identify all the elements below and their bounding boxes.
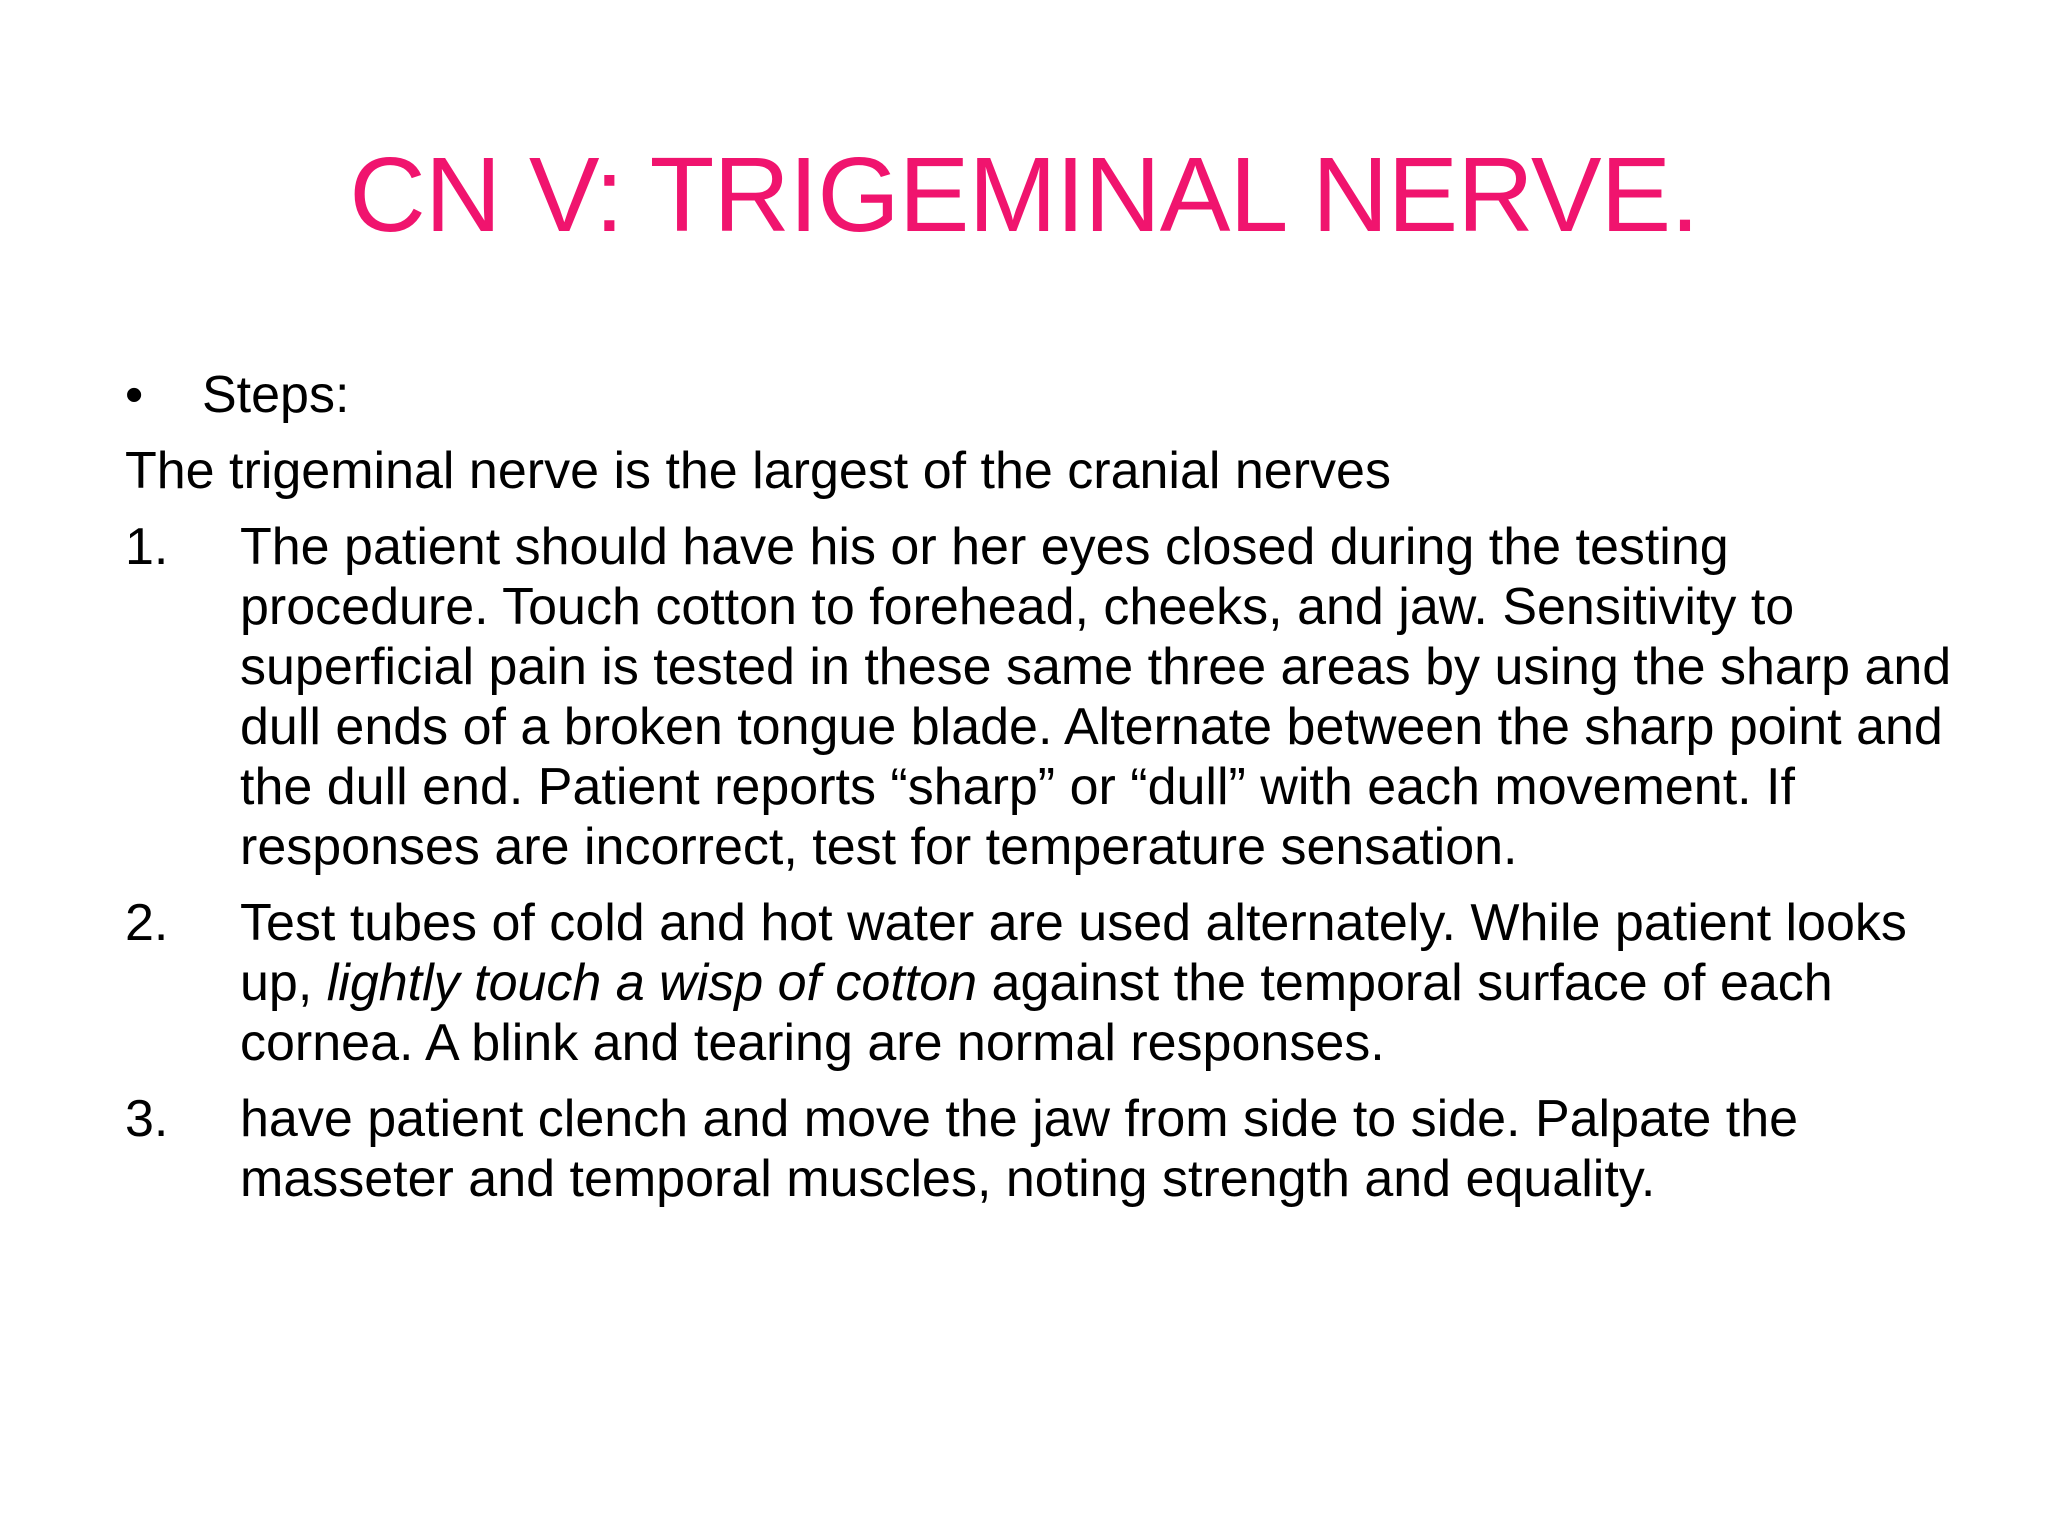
steps-bullet	[125, 365, 1985, 441]
step-number: 2.	[125, 894, 169, 952]
bullet-icon: •	[125, 366, 144, 424]
step-number: 1.	[125, 518, 169, 576]
step-text-end: against the temporal surface of each cornea. A blink and tearing are normal responses.	[240, 954, 1833, 1072]
step-number: 3.	[125, 1090, 169, 1148]
slide-body	[125, 365, 1985, 1209]
step-text-start: Test tubes of cold and hot water are used alternately. While patient looks up,	[240, 894, 1907, 1012]
intro-text: The trigeminal nerve is the largest of the cranial nerves	[125, 442, 1391, 500]
list-item	[125, 893, 1985, 1073]
list-item	[125, 1089, 1985, 1209]
step-text: The patient should have his or her eyes closed during the testing procedure. Touch cotton to forehead, cheeks, and jaw. Sensitivity to superficial pain is tested in these same three areas by using the sharp and dull ends of a broken tongue blade. Alternate between the sharp point and the dull end. Patient reports “sharp” or “dull” with each movement. If responses are incorrect, test for temperature sensation.	[240, 518, 1952, 876]
step-text: have patient clench and move the jaw from side to side. Palpate the masseter and temporal muscles, noting strength and equality.	[240, 1090, 1799, 1208]
step-text-italic: lightly touch a wisp of cotton	[326, 954, 978, 1012]
slide-title: CN V: TRIGEMINAL NERVE.	[349, 136, 1699, 254]
steps-label: Steps:	[202, 366, 350, 424]
list-item	[125, 517, 1985, 877]
step-text	[240, 893, 1985, 1073]
steps-list	[125, 517, 1985, 1209]
